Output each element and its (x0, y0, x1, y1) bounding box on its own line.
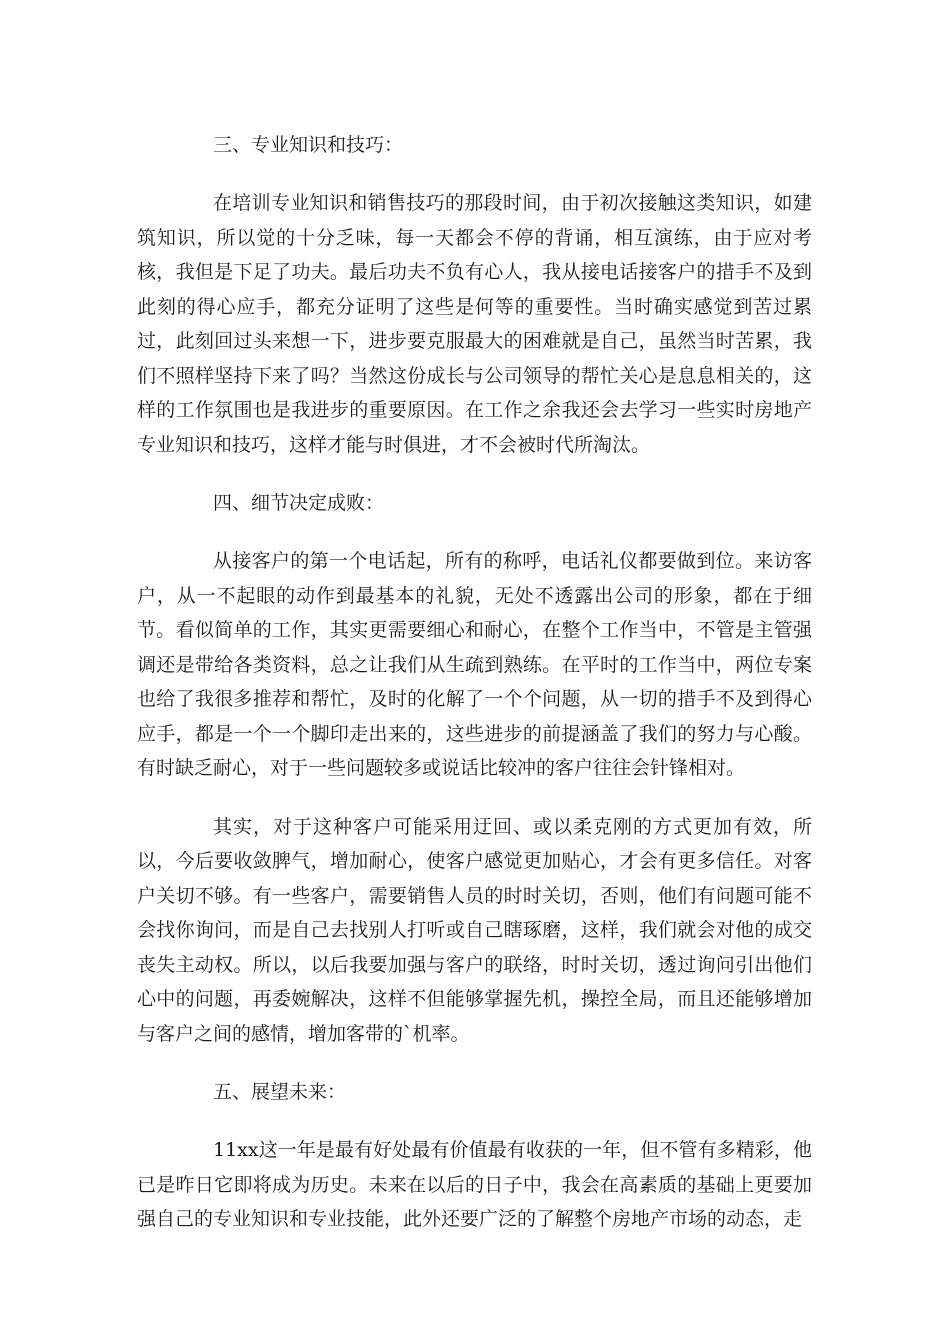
paragraph-details-matter-1: 从接客户的第一个电话起，所有的称呼，电话礼仪都要做到位。来访客户，从一不起眼的动作到最基本的礼貌，无处不透露出公司的形象，都在于细节。看似简单的工作，其实更需要细心和耐心，在整个工作当中，不管是主管强调还是带给各类资料，总之让我们从生疏到熟练。在平时的工作当中，两位专案也给了我很多推荐和帮忙，及时的化解了一个个问题，从一切的措手不及到得心应手，都是一个一个脚印走出来的，这些进步的前提涵盖了我们的努力与心酸。有时缺乏耐心，对于一些问题较多或说话比较冲的客户往往会针锋相对。 (137, 550, 812, 779)
paragraph-details-matter-2: 其实，对于这种客户可能采用迂回、或以柔克刚的方式更加有效，所以，今后要收敛脾气，增加耐心，使客户感觉更加贴心，才会有更多信任。对客户关切不够。有一些客户，需要销售人员的时时关切，否则，他们有问题可能不会找你询问，而是自己去找别人打听或自己瞎琢磨，这样，我们就会对他的成交丧失主动权。所以，以后我要加强与客户的联络，时时关切，透过询问引出他们心中的问题，再委婉解决，这样不但能够掌握先机，操控全局，而且还能够增加与客户之间的感情，增加客带的`机率。 (137, 815, 812, 1045)
section-heading-details-matter: 四、细节决定成败： (213, 492, 385, 514)
document-body (137, 128, 812, 1237)
section-heading-outlook: 五、展望未来： (213, 1081, 347, 1103)
paragraph-professional-skills: 在培训专业知识和销售技巧的那段时间，由于初次接触这类知识，如建筑知识，所以觉的十分乏味，每一天都会不停的背诵，相互演练，由于应对考核，我但是下足了功夫。最后功夫不负有心人，我从接电话接客户的措手不及到此刻的得心应手，都充分证明了这些是何等的重要性。当时确实感觉到苦过累过，此刻回过头来想一下，进步要克服最大的困难就是自己，虽然当时苦累，我们不照样坚持下来了吗？当然这份成长与公司领导的帮忙关心是息息相关的，这样的工作氛围也是我进步的重要原因。在工作之余我还会去学习一些实时房地产专业知识和技巧，这样才能与时俱进，才不会被时代所淘汰。 (137, 192, 812, 456)
section-heading-professional-skills: 三、专业知识和技巧： (213, 134, 404, 156)
paragraph-outlook: 11xx这一年是最有好处最有价值最有收获的一年，但不管有多精彩，他已是昨日它即将成为历史。未来在以后的日子中，我会在高素质的基础上更要加强自己的专业知识和专业技能，此外还要广泛的了解整个房地产市场的动态，走 (137, 1139, 812, 1230)
